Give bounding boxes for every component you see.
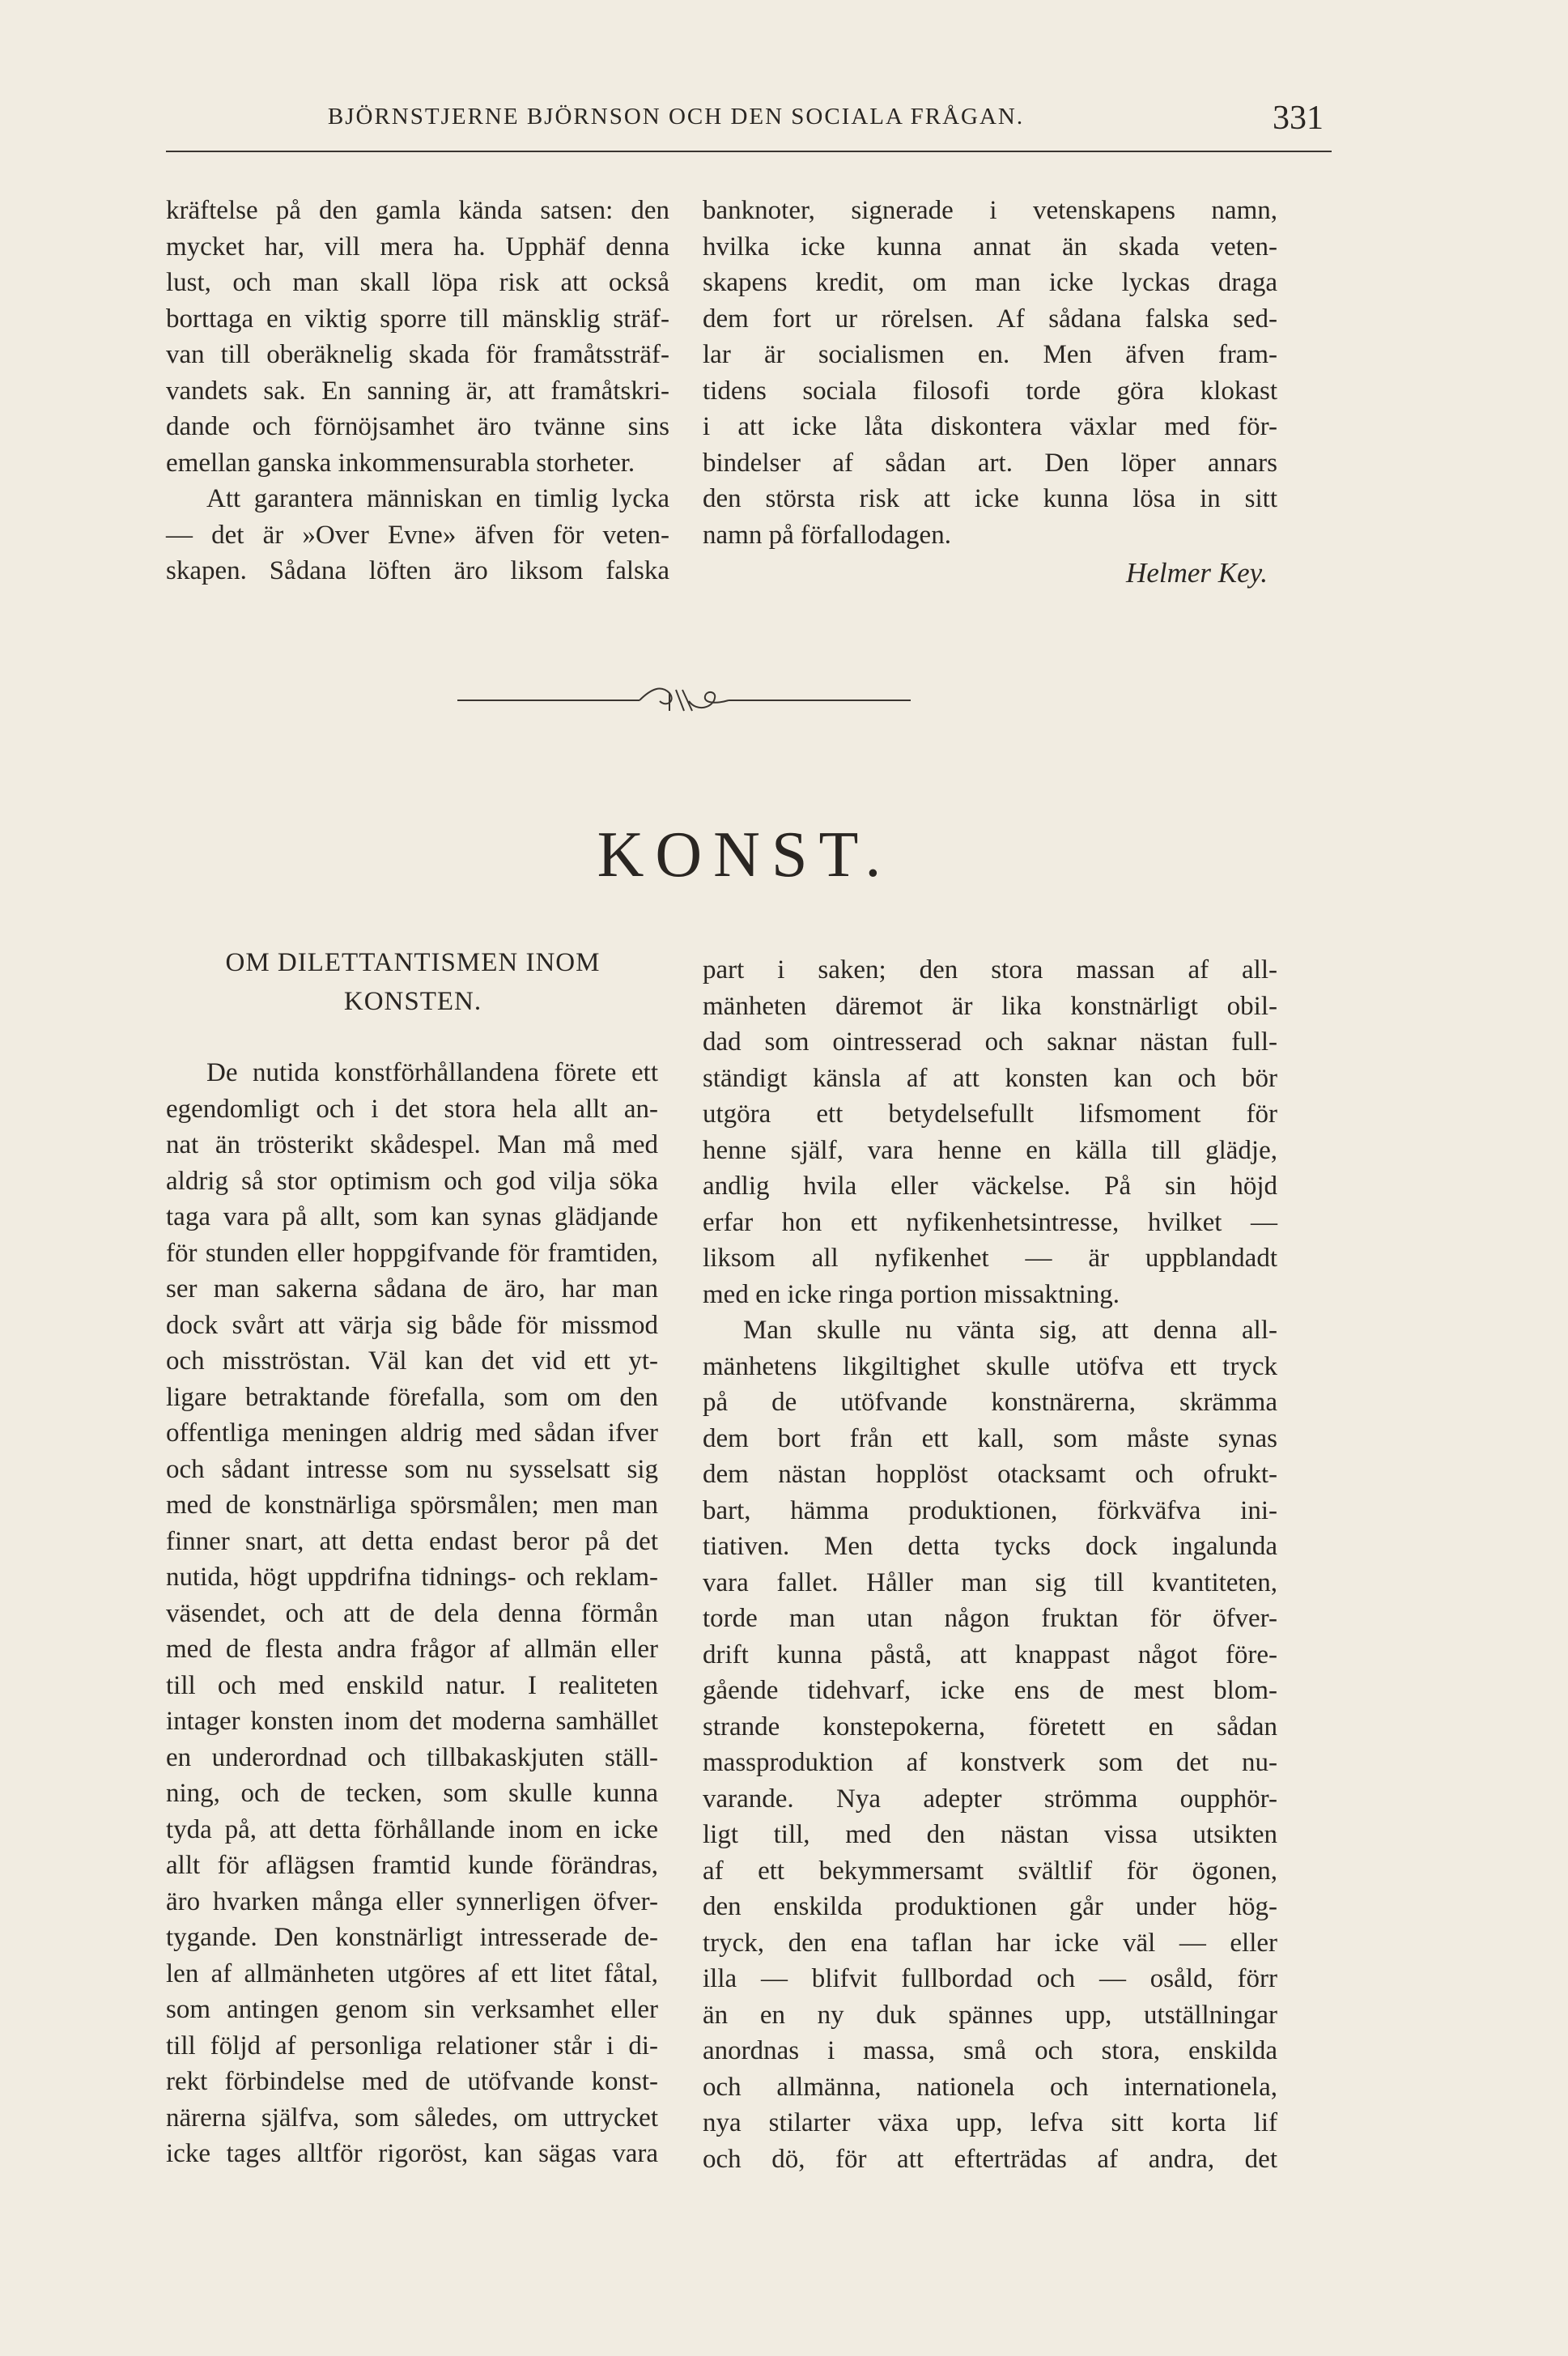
text-line: — det är »Over Evne» äfven för veten- [166, 520, 669, 550]
text-line: gående tidehvarf, icke ens de mest blom- [703, 1676, 1277, 1705]
section-title: KONST. [597, 819, 893, 891]
upper-right-column [703, 193, 1277, 593]
upper-left-column [166, 193, 669, 589]
text-line: ligt till, med den nästan vissa utsikten [703, 1820, 1277, 1849]
text-line: mycket har, vill mera ha. Upphäf denna [166, 232, 669, 262]
text-line: De nutida konstförhållandena förete ett [206, 1058, 658, 1087]
text-line: dande och förnöjsamhet äro tvänne sins [166, 412, 669, 441]
text-line: ning, och de tecken, som skulle kunna [166, 1779, 658, 1808]
text-line: strande konstepokerna, företett en sådan [703, 1712, 1277, 1741]
text-line: Man skulle nu vänta sig, att denna all- [743, 1316, 1277, 1345]
text-line: liksom all nyfikenhet — är uppblandadt [703, 1244, 1277, 1273]
text-line: emellan ganska inkommensurabla storheter. [166, 448, 635, 478]
text-line: henne själf, vara henne en källa till glädje, [703, 1135, 1277, 1165]
text-line: dem bort från ett kall, som måste synas [703, 1423, 1277, 1453]
text-line: offentliga meningen aldrig med sådan ifver [166, 1418, 658, 1448]
text-line: den största risk att icke kunna lösa in sitt [703, 484, 1277, 513]
text-line: och misströstan. Väl kan det vid ett yt- [166, 1346, 658, 1376]
text-line: en underordnad och tillbakaskjuten ställ- [166, 1742, 658, 1772]
article-title-line: OM DILETTANTISMEN INOM [225, 948, 601, 977]
text-line: med de flesta andra frågor af allmän eller [166, 1635, 658, 1664]
author-signature: Helmer Key. [1126, 557, 1268, 589]
text-line: vara fallet. Håller man sig till kvantiteten, [703, 1567, 1277, 1597]
text-line: borttaga en viktig sporre till mänsklig sträf- [166, 304, 669, 334]
text-line: dem fort ur rörelsen. Af sådana falska sed- [703, 304, 1277, 334]
text-line: Att garantera människan en timlig lycka [206, 484, 669, 513]
text-line: erfar hon ett nyfikenhetsintresse, hvilket — [703, 1207, 1277, 1237]
text-line: intager konsten inom det moderna samhället [166, 1707, 658, 1736]
text-line: lust, och man skall löpa risk att också [166, 268, 669, 297]
text-line: part i saken; den stora massan af all- [703, 955, 1277, 985]
text-line: lar är socialismen en. Men äfven fram- [703, 340, 1277, 369]
text-line: namn på förfallodagen. [703, 520, 951, 550]
text-line: nat än trösterikt skådespel. Man må med [166, 1130, 658, 1159]
text-line: varande. Nya adepter strömma oupphör- [703, 1784, 1277, 1814]
text-line: som antingen genom sin verksamhet eller [166, 1995, 658, 2024]
text-line: tyda på, att detta förhållande inom en icke [166, 1814, 658, 1844]
text-line: tryck, den ena taflan har icke väl — eller [703, 1928, 1277, 1958]
text-line: vandets sak. En sanning är, att framåtskri- [166, 376, 669, 406]
text-line: dem nästan hopplöst otacksamt och ofrukt- [703, 1460, 1277, 1489]
text-line: rekt förbindelse med de utöfvande konst- [166, 2067, 658, 2096]
text-line: illa — blifvit fullbordad och — osåld, förr [703, 1964, 1277, 1993]
text-line: egendomligt och i det stora hela allt an- [166, 1094, 658, 1124]
text-line: mänhetens likgiltighet skulle utöfva ett tryck [703, 1351, 1277, 1381]
text-line: skapens kredit, om man icke lyckas draga [703, 268, 1277, 297]
article-title-line: KONSTEN. [343, 987, 482, 1016]
text-line: utgöra ett betydelsefullt lifsmoment för [703, 1099, 1277, 1129]
text-line: ligare betraktande förefalla, som om den [166, 1382, 658, 1412]
text-line: tidens sociala filosofi torde göra klokast [703, 376, 1277, 406]
text-line: nutida, högt uppdrifna tidnings- och reklam- [166, 1563, 658, 1592]
lower-left-column [166, 1055, 658, 2172]
text-line: dad som ointresserad och saknar nästan full- [703, 1027, 1277, 1057]
text-line: närerna själfva, som således, om uttrycket [166, 2103, 658, 2133]
text-line: än en ny duk spännes upp, utställningar [703, 2000, 1277, 2030]
text-line: anordnas i massa, små och stora, enskilda [703, 2036, 1277, 2065]
lower-right-column [703, 952, 1277, 2177]
text-line: och dö, för att efterträdas af andra, det [703, 2144, 1277, 2174]
text-line: kräftelse på den gamla kända satsen: den [166, 196, 669, 225]
text-line: icke tages alltför rigoröst, kan sägas vara [166, 2139, 658, 2168]
text-line: hvilka icke kunna annat än skada veten- [703, 232, 1277, 262]
text-line: till följd af personliga relationer står i di- [166, 2031, 658, 2060]
text-line: den enskilda produktionen går under hög- [703, 1892, 1277, 1921]
text-line: len af allmänheten utgöres af ett litet fåtal, [166, 1958, 658, 1988]
text-line: och sådant intresse som nu sysselsatt sig [166, 1454, 658, 1484]
header-rule [166, 151, 1332, 152]
text-line: med en icke ringa portion missaktning. [703, 1279, 1120, 1309]
text-line: allt för aflägsen framtid kunde förändras, [166, 1851, 658, 1880]
text-line: och allmänna, nationela och internationela, [703, 2072, 1277, 2102]
text-line: på de utöfvande konstnärerna, skrämma [703, 1388, 1277, 1417]
text-line: aldrig så stor optimism och god vilja söka [166, 1166, 658, 1196]
text-line: i att icke låta diskontera växlar med för- [703, 412, 1277, 441]
ornament-divider [457, 680, 911, 721]
text-line: af ett bekymmersamt svältlif för ögonen, [703, 1856, 1277, 1886]
text-line: nya stilarter växa upp, lefva sitt korta lif [703, 2108, 1277, 2137]
text-line: tiativen. Men detta tycks dock ingalunda [703, 1532, 1277, 1561]
text-line: mänheten däremot är lika konstnärligt obil- [703, 991, 1277, 1021]
running-head: BJÖRNSTJERNE BJÖRNSON OCH DEN SOCIALA FRÅGAN. [327, 104, 1025, 130]
text-line: van till oberäknelig skada för framåtssträf- [166, 340, 669, 369]
text-line: med de konstnärliga spörsmålen; men man [166, 1491, 658, 1520]
text-line: skapen. Sådana löften äro liksom falska [166, 556, 669, 585]
text-line: taga vara på allt, som kan synas glädjande [166, 1202, 658, 1231]
page-number: 331 [1273, 100, 1324, 137]
text-line: dock svårt att värja sig både för missmod [166, 1310, 658, 1340]
text-line: äro hvarken många eller synnerligen öfver- [166, 1886, 658, 1916]
text-line: ser man sakerna sådana de äro, har man [166, 1274, 658, 1303]
text-line: tygande. Den konstnärligt intresserade de- [166, 1923, 658, 1952]
text-line: finner snart, att detta endast beror på det [166, 1526, 658, 1556]
text-line: för stunden eller hoppgifvande för framtiden, [166, 1238, 658, 1268]
text-line: bart, hämma produktionen, förkväfva ini- [703, 1495, 1277, 1525]
article-title [170, 943, 656, 1021]
text-line: bindelser af sådan art. Den löper annars [703, 448, 1277, 478]
text-line: ständigt känsla af att konsten kan och bör [703, 1063, 1277, 1093]
text-line: banknoter, signerade i vetenskapens namn, [703, 196, 1277, 225]
text-line: till och med enskild natur. I realiteten [166, 1670, 658, 1700]
text-line: drift kunna påstå, att knappast något före- [703, 1639, 1277, 1669]
text-line: andlig hvila eller väckelse. På sin höjd [703, 1172, 1277, 1201]
text-line: torde man utan någon fruktan för öfver- [703, 1604, 1277, 1633]
text-line: väsendet, och att de dela denna förmån [166, 1598, 658, 1628]
text-line: massproduktion af konstverk som det nu- [703, 1748, 1277, 1777]
